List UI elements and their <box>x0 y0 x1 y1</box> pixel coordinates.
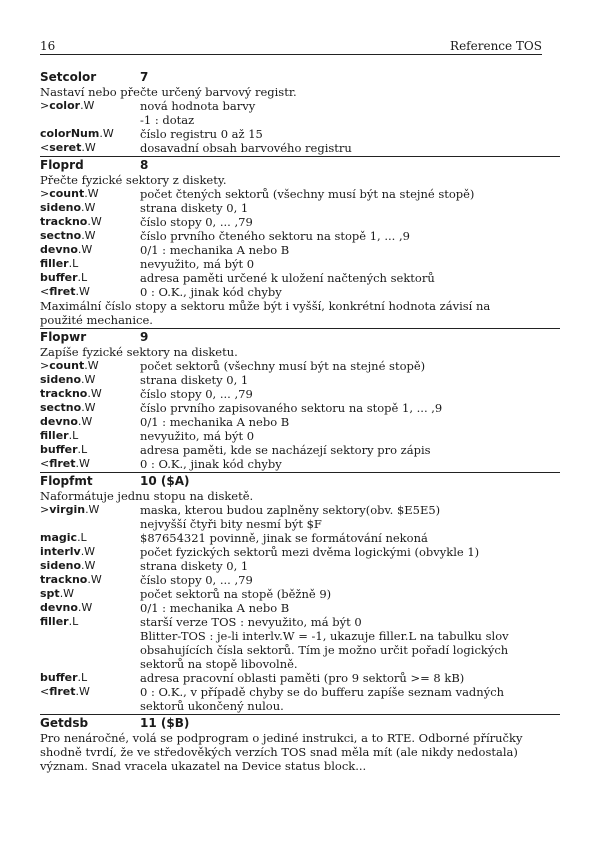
function-entry <box>40 156 560 327</box>
parameter-description: počet sektorů (všechny musí být na stejné stopě) <box>140 359 426 373</box>
parameter-identifier: interlv <box>40 545 81 558</box>
parameter-type: .W <box>77 243 93 256</box>
function-description: význam. Snad vracela ukazatel na Device status block... <box>40 759 367 773</box>
parameter-description: dosavadní obsah barvového registru <box>140 141 352 155</box>
parameter-type: .W <box>81 373 96 386</box>
parameter-name <box>40 359 99 373</box>
parameter-direction: < <box>40 285 50 298</box>
parameter-description: počet sektorů na stopě (běžně 9) <box>140 587 332 601</box>
parameter-row <box>40 671 560 685</box>
parameter-name <box>40 285 90 299</box>
parameter-direction: < <box>40 457 50 470</box>
parameter-type: .W <box>77 601 93 614</box>
parameter-name <box>40 415 92 429</box>
parameter-description: počet fyzických sektorů mezi dvěma logickými (obvykle 1) <box>140 545 480 559</box>
parameter-description: strana diskety 0, 1 <box>140 559 249 573</box>
parameter-row <box>40 229 560 243</box>
parameter-type: .W <box>84 359 99 372</box>
parameter-row <box>40 429 560 443</box>
function-name: Flopfmt <box>40 474 93 488</box>
parameter-identifier: devno <box>40 415 78 428</box>
function-name: Flopwr <box>40 330 87 344</box>
parameter-identifier: trackno <box>40 215 88 228</box>
parameter-type: .W <box>80 545 96 558</box>
parameter-type: .W <box>87 573 102 586</box>
parameter-description: 0 : O.K., jinak kód chyby <box>140 285 282 299</box>
page-number: 16 <box>40 39 56 53</box>
parameter-row <box>40 187 560 201</box>
parameter-description: adresa paměti, kde se nacházejí sektory pro zápis <box>140 443 431 457</box>
parameter-name <box>40 187 99 201</box>
parameter-identifier: buffer <box>40 671 78 684</box>
parameter-type: .W <box>85 503 100 516</box>
parameter-identifier: sectno <box>40 229 82 242</box>
parameter-type: .L <box>68 257 79 270</box>
function-entry <box>40 328 560 471</box>
parameter-row <box>40 215 560 229</box>
parameter-type: .W <box>81 401 96 414</box>
parameter-description: nejvyšší čtyři bity nesmí být $F <box>140 517 322 531</box>
parameter-description: číslo stopy 0, ... ,79 <box>140 573 253 587</box>
parameter-identifier: seret <box>49 141 82 154</box>
parameter-type: .W <box>75 285 90 298</box>
parameter-name <box>40 601 92 615</box>
function-description: Nastaví nebo přečte určený barvový registr. <box>40 85 297 99</box>
parameter-description: číslo prvního zapisovaného sektoru na stopě 1, ... ,9 <box>140 401 443 415</box>
parameter-row <box>40 415 560 429</box>
parameter-row <box>40 285 560 299</box>
parameter-description: číslo stopy 0, ... ,79 <box>140 215 253 229</box>
parameter-identifier: spt <box>40 587 60 600</box>
parameter-identifier: flret <box>49 285 76 298</box>
parameter-name <box>40 573 102 587</box>
page-header <box>40 36 542 55</box>
parameter-row <box>40 587 560 601</box>
parameter-description: 0/1 : mechanika A nebo B <box>140 415 290 429</box>
parameter-name <box>40 243 92 257</box>
function-heading <box>40 474 560 489</box>
parameter-name <box>40 215 102 229</box>
function-name: Setcolor <box>40 70 97 84</box>
parameter-type: .L <box>68 615 79 628</box>
parameter-name <box>40 229 96 243</box>
parameter-name <box>40 587 74 601</box>
function-description: shodně tvrdí, že ve středověkých verzích TOS snad měla mít (ale nikdy nedostala) <box>40 745 518 759</box>
parameter-row <box>40 141 560 155</box>
parameter-type: .L <box>77 443 88 456</box>
parameter-row <box>40 573 560 587</box>
parameter-identifier: devno <box>40 601 78 614</box>
parameter-description: 0/1 : mechanika A nebo B <box>140 243 290 257</box>
function-description: Naformátuje jednu stopu na disketě. <box>40 489 254 503</box>
parameter-name <box>40 127 114 141</box>
parameter-description: starší verze TOS : nevyužito, má být 0 <box>140 615 362 629</box>
parameter-name <box>40 503 99 517</box>
function-description: Pro nenáročné, volá se podprogram o jediné instrukci, a to RTE. Odborné příručky <box>40 731 523 745</box>
function-heading <box>40 716 560 731</box>
parameter-identifier: colorNum <box>40 127 100 140</box>
parameter-row <box>40 629 560 643</box>
parameter-identifier: magic <box>40 531 78 544</box>
parameter-row <box>40 443 560 457</box>
function-heading <box>40 330 560 345</box>
parameter-name <box>40 387 102 401</box>
parameter-identifier: sideno <box>40 201 82 214</box>
parameter-row <box>40 113 560 127</box>
function-name: Getdsb <box>40 716 89 730</box>
parameter-description: -1 : dotaz <box>140 113 195 127</box>
parameter-name <box>40 373 95 387</box>
parameter-type: .W <box>75 685 90 698</box>
parameter-row <box>40 643 560 657</box>
parameter-direction: > <box>40 359 50 372</box>
function-heading <box>40 158 560 173</box>
parameter-name <box>40 401 96 415</box>
parameter-type: .L <box>77 531 87 544</box>
parameter-identifier: count <box>49 187 85 200</box>
parameter-description: maska, kterou budou zaplněny sektory(obv. $E5E5) <box>140 503 441 517</box>
function-entry <box>40 714 560 773</box>
parameter-description: 0 : O.K., v případě chyby se do bufferu zapíše seznam vadných <box>140 685 505 699</box>
parameter-type: .W <box>77 415 93 428</box>
parameter-name <box>40 615 78 629</box>
parameter-description: adresa pracovní oblasti paměti (pro 9 sektorů >= 8 kB) <box>140 671 465 685</box>
parameter-type: .W <box>81 141 96 154</box>
running-title: Reference TOS <box>450 39 542 53</box>
parameter-type: .W <box>59 587 75 600</box>
parameter-direction: < <box>40 685 50 698</box>
parameter-name <box>40 443 87 457</box>
function-note: použité mechanice. <box>40 313 153 327</box>
parameter-identifier: trackno <box>40 573 88 586</box>
parameter-type: .W <box>81 201 96 214</box>
parameter-row <box>40 503 560 517</box>
parameter-row <box>40 657 560 671</box>
parameter-identifier: devno <box>40 243 78 256</box>
parameter-description: číslo prvního čteného sektoru na stopě 1, ... ,9 <box>140 229 410 243</box>
parameter-row <box>40 545 560 559</box>
parameter-description: nevyužito, má být 0 <box>140 429 255 443</box>
parameter-identifier: filler <box>40 429 69 442</box>
parameter-description: adresa paměti určené k uložení načtených sektorů <box>140 271 435 285</box>
parameter-name <box>40 671 87 685</box>
parameter-direction: > <box>40 99 50 112</box>
function-entry <box>40 70 560 155</box>
parameter-description: 0/1 : mechanika A nebo B <box>140 601 290 615</box>
parameter-row <box>40 243 560 257</box>
function-number: 7 <box>140 70 149 84</box>
parameter-row <box>40 387 560 401</box>
parameter-description: strana diskety 0, 1 <box>140 201 249 215</box>
parameter-direction: < <box>40 141 50 154</box>
parameter-type: .W <box>81 229 96 242</box>
function-number: 9 <box>140 330 149 344</box>
function-description: Přečte fyzické sektory z diskety. <box>40 173 227 187</box>
parameter-identifier: sideno <box>40 559 82 572</box>
parameter-row <box>40 559 560 573</box>
parameter-name <box>40 99 94 113</box>
parameter-row <box>40 531 560 545</box>
parameter-row <box>40 615 560 629</box>
parameter-identifier: filler <box>40 257 69 270</box>
function-entry <box>40 472 560 713</box>
parameter-row <box>40 601 560 615</box>
parameter-identifier: sectno <box>40 401 82 414</box>
parameter-identifier: virgin <box>49 503 86 516</box>
parameter-description: nevyužito, má být 0 <box>140 257 255 271</box>
parameter-row <box>40 257 560 271</box>
parameter-type: .W <box>80 99 95 112</box>
parameter-description: $87654321 povinně, jinak se formátování nekoná <box>140 531 428 545</box>
parameter-identifier: buffer <box>40 443 78 456</box>
parameter-row <box>40 373 560 387</box>
parameter-description: nová hodnota barvy <box>140 99 256 113</box>
parameter-type: .W <box>81 559 96 572</box>
parameter-description: strana diskety 0, 1 <box>140 373 249 387</box>
parameter-row <box>40 127 560 141</box>
parameter-identifier: flret <box>49 685 76 698</box>
parameter-name <box>40 531 87 545</box>
parameter-row <box>40 457 560 471</box>
parameter-type: .L <box>77 671 88 684</box>
parameter-name <box>40 457 90 471</box>
function-number: 8 <box>140 158 149 172</box>
function-name: Floprd <box>40 158 84 172</box>
parameter-type: .W <box>87 387 102 400</box>
function-number: 10 ($A) <box>140 474 190 488</box>
function-heading <box>40 70 560 85</box>
parameter-name <box>40 685 90 699</box>
parameter-identifier: flret <box>49 457 76 470</box>
parameter-identifier: trackno <box>40 387 88 400</box>
parameter-name <box>40 141 96 155</box>
parameter-row <box>40 685 560 699</box>
parameter-description: číslo stopy 0, ... ,79 <box>140 387 253 401</box>
parameter-row <box>40 271 560 285</box>
parameter-type: .L <box>77 271 88 284</box>
parameter-description: Blitter-TOS : je-li interlv.W = -1, ukazuje filler.L na tabulku slov <box>140 629 509 643</box>
parameter-row <box>40 201 560 215</box>
parameter-identifier: count <box>49 359 85 372</box>
parameter-row <box>40 99 560 113</box>
parameter-identifier: filler <box>40 615 69 628</box>
parameter-identifier: buffer <box>40 271 78 284</box>
parameter-type: .W <box>99 127 114 140</box>
parameter-direction: > <box>40 187 50 200</box>
parameter-row <box>40 401 560 415</box>
parameter-row <box>40 517 560 531</box>
parameter-type: .L <box>68 429 79 442</box>
function-note: Maximální číslo stopy a sektoru může být i vyšší, konkrétní hodnota závisí na <box>40 299 491 313</box>
parameter-description: sektorů ukončený nulou. <box>140 699 284 713</box>
parameter-identifier: sideno <box>40 373 82 386</box>
parameter-type: .W <box>75 457 90 470</box>
parameter-type: .W <box>87 215 102 228</box>
parameter-name <box>40 257 78 271</box>
parameter-description: číslo registru 0 až 15 <box>140 127 263 141</box>
parameter-description: sektorů na stopě libovolně. <box>140 657 298 671</box>
parameter-row <box>40 359 560 373</box>
parameter-name <box>40 271 87 285</box>
parameter-description: počet čtených sektorů (všechny musí být na stejné stopě) <box>140 187 475 201</box>
parameter-name <box>40 545 95 559</box>
function-description: Zapíše fyzické sektory na disketu. <box>40 345 238 359</box>
parameter-name <box>40 559 95 573</box>
parameter-identifier: color <box>49 99 81 112</box>
parameter-name <box>40 201 95 215</box>
parameter-row <box>40 699 560 713</box>
function-number: 11 ($B) <box>140 716 190 730</box>
parameter-direction: > <box>40 503 50 516</box>
parameter-name <box>40 429 78 443</box>
parameter-description: 0 : O.K., jinak kód chyby <box>140 457 282 471</box>
parameter-description: obsahujících čísla sektorů. Tím je možno určit pořadí logických <box>140 643 509 657</box>
function-reference-list <box>40 70 560 773</box>
parameter-type: .W <box>84 187 99 200</box>
